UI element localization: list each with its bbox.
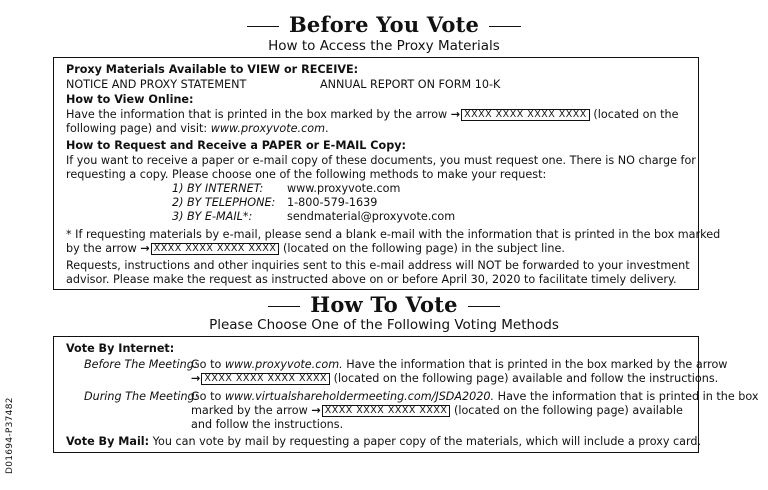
section-subtitle: Please Choose One of the Following Voting Methods (209, 317, 559, 333)
page-title: Before You Vote (288, 12, 480, 37)
proxyvote-link[interactable]: www.proxyvote.com. (224, 358, 343, 371)
title-rule-left (247, 26, 279, 27)
arrow-icon: → (311, 404, 321, 417)
request-heading: How to Request and Receive a PAPER or E-MAIL Copy: (66, 139, 406, 152)
method-label-internet: 1) BY INTERNET: (172, 182, 264, 195)
before-meeting-line-1: Go to www.proxyvote.com. Have the information that is printed in the box marked by the arrow (191, 358, 728, 371)
method-value-telephone[interactable]: 1-800-579-1639 (287, 196, 378, 209)
material-notice: NOTICE AND PROXY STATEMENT (66, 78, 247, 91)
view-online-line-2: following page) and visit: www.proxyvote.com. (66, 122, 329, 135)
virtual-meeting-link[interactable]: www.virtualshareholdermeeting.com/JSDA2020. (224, 390, 495, 403)
footnote-line-1: * If requesting materials by e-mail, please send a blank e-mail with the information that is printed in the box marked (66, 228, 721, 241)
vote-mail-text: You can vote by mail by requesting a paper copy of the materials, which will include a proxy card. (152, 435, 702, 448)
vote-mail-line (66, 435, 701, 448)
title-rule-right (489, 26, 521, 27)
method-value-email[interactable]: sendmaterial@proxyvote.com (287, 210, 456, 223)
section-title: How To Vote (310, 292, 458, 317)
note-line-2: advisor. Please make the request as instructed above on or before April 30, 2020 to facilitate timely delivery. (66, 273, 677, 286)
view-online-heading: How to View Online: (66, 93, 194, 106)
page-subtitle: How to Access the Proxy Materials (268, 38, 500, 54)
proxyvote-link[interactable]: www.proxyvote.com (210, 122, 325, 135)
during-meeting-line-2: marked by the arrow → XXXX XXXX XXXX XXXX (located on the following page) available (191, 404, 683, 417)
note-line-1: Requests, instructions and other inquiries sent to this e-mail address will NOT be forwarded to your investment (66, 259, 690, 272)
method-label-email: 3) BY E-MAIL*: (172, 210, 253, 223)
arrow-icon: → (450, 108, 461, 121)
during-meeting-line-1: Go to www.virtualshareholdermeeting.com/JSDA2020. Have the information that is printed in the box (191, 390, 759, 403)
title-rule-right (468, 306, 500, 307)
during-meeting-label: During The Meeting: (84, 390, 199, 403)
before-you-vote-header (0, 12, 768, 37)
arrow-icon: → (191, 372, 201, 385)
control-number-box: XXXX XXXX XXXX XXXX (461, 109, 590, 121)
how-to-vote-header (0, 292, 768, 317)
before-meeting-line-2: → XXXX XXXX XXXX XXXX (located on the following page) available and follow the instructions. (191, 372, 719, 385)
request-text-2: requesting a copy. Please choose one of the following methods to make your request: (66, 168, 547, 181)
vote-mail-heading: Vote By Mail: (66, 435, 150, 448)
document-code: D01694-P37482 (5, 397, 15, 474)
control-number-box: XXXX XXXX XXXX XXXX (322, 405, 451, 417)
control-number-box: XXXX XXXX XXXX XXXX (151, 243, 280, 255)
view-online-line-1: Have the information that is printed in the box marked by the arrow → XXXX XXXX XXXX XXXX (located on the (66, 108, 679, 121)
arrow-icon: → (140, 242, 150, 255)
before-meeting-label: Before The Meeting: (84, 358, 198, 371)
title-rule-left (268, 306, 300, 307)
method-label-telephone: 2) BY TELEPHONE: (172, 196, 276, 209)
materials-heading: Proxy Materials Available to VIEW or RECEIVE: (66, 63, 359, 76)
footnote-line-2: by the arrow → XXXX XXXX XXXX XXXX (located on the following page) in the subject line. (66, 242, 565, 255)
material-annual-report: ANNUAL REPORT ON FORM 10-K (320, 78, 501, 91)
vote-internet-heading: Vote By Internet: (66, 342, 175, 355)
request-text-1: If you want to receive a paper or e-mail copy of these documents, you must request one. There is NO charge for (66, 154, 696, 167)
during-meeting-line-3: and follow the instructions. (191, 418, 344, 431)
control-number-box: XXXX XXXX XXXX XXXX (201, 373, 330, 385)
method-value-internet[interactable]: www.proxyvote.com (287, 182, 401, 195)
